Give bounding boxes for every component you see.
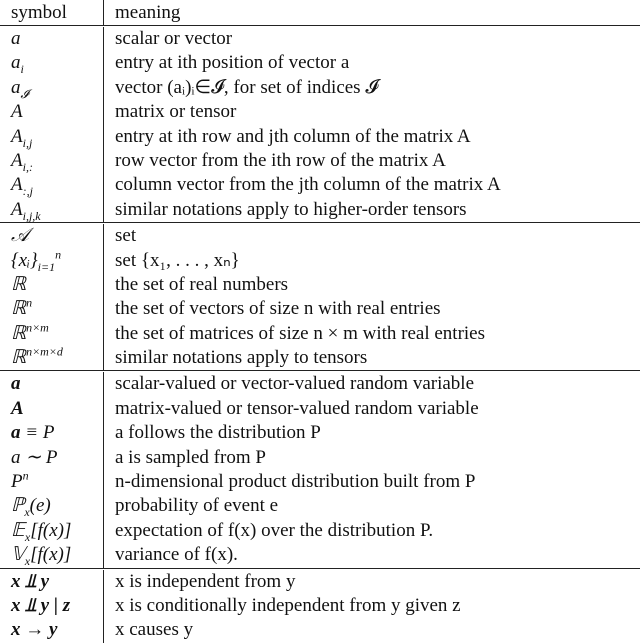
symbol-base: A	[11, 174, 23, 196]
symbol-base: P	[11, 471, 23, 493]
symbol-base: {xᵢ}	[11, 249, 38, 271]
meaning-cell: entry at ith row and jth column of the matrix A	[115, 125, 471, 147]
symbol-rest: (e)	[29, 495, 51, 517]
symbol-subscript: i=1	[37, 259, 56, 274]
symbol-cell	[0, 51, 104, 75]
meaning-cell: x causes y	[115, 619, 194, 641]
meaning-cell: row vector from the ith row of the matrix A	[115, 149, 446, 171]
meaning-cell: the set of matrices of size n × m with real entries	[115, 322, 486, 344]
table-row	[0, 297, 640, 321]
meaning-cell: variance of f(x).	[115, 544, 238, 566]
symbol-cell	[0, 100, 104, 124]
symbol-superscript: n×m	[26, 320, 49, 335]
symbol-cell	[0, 421, 104, 445]
symbol-base: A	[11, 101, 23, 123]
symbol-cell	[0, 224, 104, 248]
table-row	[0, 76, 640, 100]
symbol-cell	[0, 618, 104, 642]
table-row	[0, 446, 640, 470]
symbol-base: ℝ	[11, 347, 27, 369]
meaning-cell: similar notations apply to tensors	[115, 347, 368, 369]
symbol-cell	[0, 149, 104, 173]
symbol-cell	[0, 273, 104, 297]
table-row	[0, 346, 640, 370]
meaning-cell: scalar or vector	[115, 28, 233, 49]
symbol-base: 𝕍	[11, 544, 25, 566]
symbol-cell	[0, 322, 104, 346]
table-row	[0, 570, 640, 594]
meaning-cell: a follows the distribution P	[115, 422, 321, 444]
table-row	[0, 173, 640, 197]
symbol-base: ℝ	[11, 322, 27, 344]
symbol-subscript: 𝓘	[20, 86, 29, 101]
symbol-cell	[0, 543, 104, 567]
header-meaning: meaning	[115, 2, 181, 23]
symbol-cell	[0, 470, 104, 494]
table-row	[0, 421, 640, 445]
table-row	[0, 618, 640, 642]
meaning-cell: n-dimensional product distribution built from P	[115, 471, 476, 493]
symbol-base: 𝔼	[11, 519, 25, 541]
header-symbol: symbol	[0, 0, 104, 25]
meaning-cell: vector (aᵢ)ᵢ∈𝓘, for set of indices 𝓘	[115, 76, 379, 98]
row-group	[0, 371, 640, 568]
table-row	[0, 494, 640, 518]
symbol-base: 𝒜	[11, 225, 29, 247]
symbol-cell	[0, 397, 104, 421]
symbol-base: a	[11, 446, 21, 468]
symbol-cell	[0, 173, 104, 197]
meaning-cell: the set of vectors of size n with real entries	[115, 298, 441, 320]
symbol-subscript: i,j,k	[22, 208, 41, 223]
meaning-cell: column vector from the jth column of the matrix A	[115, 174, 501, 196]
table-header	[0, 0, 640, 26]
table-row	[0, 27, 640, 51]
symbol-cell	[0, 76, 104, 100]
symbol-rest: ∼ P	[20, 446, 58, 468]
table-row	[0, 470, 640, 494]
symbol-cell	[0, 346, 104, 370]
table-row	[0, 372, 640, 396]
symbol-subscript: x	[24, 505, 30, 520]
meaning-cell: matrix or tensor	[115, 101, 237, 123]
symbol-base: x ⫫ y | z	[11, 594, 71, 616]
table-row	[0, 594, 640, 618]
symbol-cell	[0, 372, 104, 396]
symbol-subscript: :,j	[22, 184, 33, 199]
symbol-cell	[0, 249, 104, 273]
symbol-base: ℙ	[11, 495, 25, 517]
meaning-cell: probability of event e	[115, 495, 279, 517]
row-group	[0, 223, 640, 371]
symbol-cell	[0, 297, 104, 321]
meaning-cell: entry at ith position of vector a	[115, 52, 350, 74]
meaning-cell: x is conditionally independent from y given z	[115, 594, 461, 616]
symbol-base: a	[11, 422, 21, 444]
table-row	[0, 198, 640, 222]
symbol-subscript: x	[24, 529, 31, 544]
symbol-base: ℝ	[11, 298, 27, 320]
symbol-base: ℝ	[11, 273, 27, 295]
table-row	[0, 51, 640, 75]
meaning-cell: set	[115, 225, 137, 247]
symbol-base: x ⫫ y	[11, 570, 50, 592]
table-row	[0, 249, 640, 273]
symbol-base: a	[11, 76, 21, 98]
table-row	[0, 322, 640, 346]
meaning-cell: set {x₁, . . . , xₙ}	[115, 249, 240, 271]
symbol-cell	[0, 27, 104, 51]
symbol-subscript: x	[24, 554, 31, 568]
table-row	[0, 224, 640, 248]
table-row	[0, 273, 640, 297]
symbol-base: a	[11, 28, 21, 49]
table-row	[0, 149, 640, 173]
symbol-superscript: n	[26, 295, 33, 310]
symbol-base: a	[11, 52, 21, 74]
symbol-cell	[0, 519, 104, 543]
symbol-cell	[0, 570, 104, 594]
symbol-cell	[0, 125, 104, 149]
meaning-cell: x is independent from y	[115, 570, 296, 592]
symbol-rest: [f(x)]	[30, 544, 72, 566]
symbol-base: A	[11, 198, 23, 220]
meaning-cell: expectation of f(x) over the distribution P.	[115, 519, 434, 541]
symbol-base: A	[11, 149, 23, 171]
symbol-subscript: i,:	[22, 159, 33, 174]
meaning-cell: similar notations apply to higher-order tensors	[115, 198, 467, 220]
meaning-cell: a is sampled from P	[115, 446, 266, 468]
symbol-base: x → y	[11, 619, 58, 641]
symbol-base: A	[11, 397, 24, 419]
table-row	[0, 100, 640, 124]
table-row	[0, 125, 640, 149]
symbol-subscript: i	[20, 62, 24, 77]
table-row	[0, 397, 640, 421]
meaning-cell: matrix-valued or tensor-valued random variable	[115, 397, 479, 419]
table-row	[0, 519, 640, 543]
meaning-cell: the set of real numbers	[115, 273, 289, 295]
symbol-rest: ≡ P	[20, 422, 55, 444]
symbol-superscript: n×m×d	[26, 344, 63, 359]
row-group	[0, 569, 640, 643]
symbol-superscript: n	[55, 247, 62, 262]
symbol-subscript: i,j	[22, 135, 33, 150]
symbol-cell	[0, 446, 104, 470]
symbol-base: a	[11, 373, 21, 395]
row-group	[0, 26, 640, 223]
symbol-cell	[0, 198, 104, 222]
symbol-cell	[0, 594, 104, 618]
symbol-superscript: n	[22, 468, 29, 483]
symbol-cell	[0, 494, 104, 518]
symbol-base: A	[11, 125, 23, 147]
table-row	[0, 543, 640, 567]
meaning-cell: scalar-valued or vector-valued random variable	[115, 373, 475, 395]
symbol-rest: [f(x)]	[30, 519, 72, 541]
